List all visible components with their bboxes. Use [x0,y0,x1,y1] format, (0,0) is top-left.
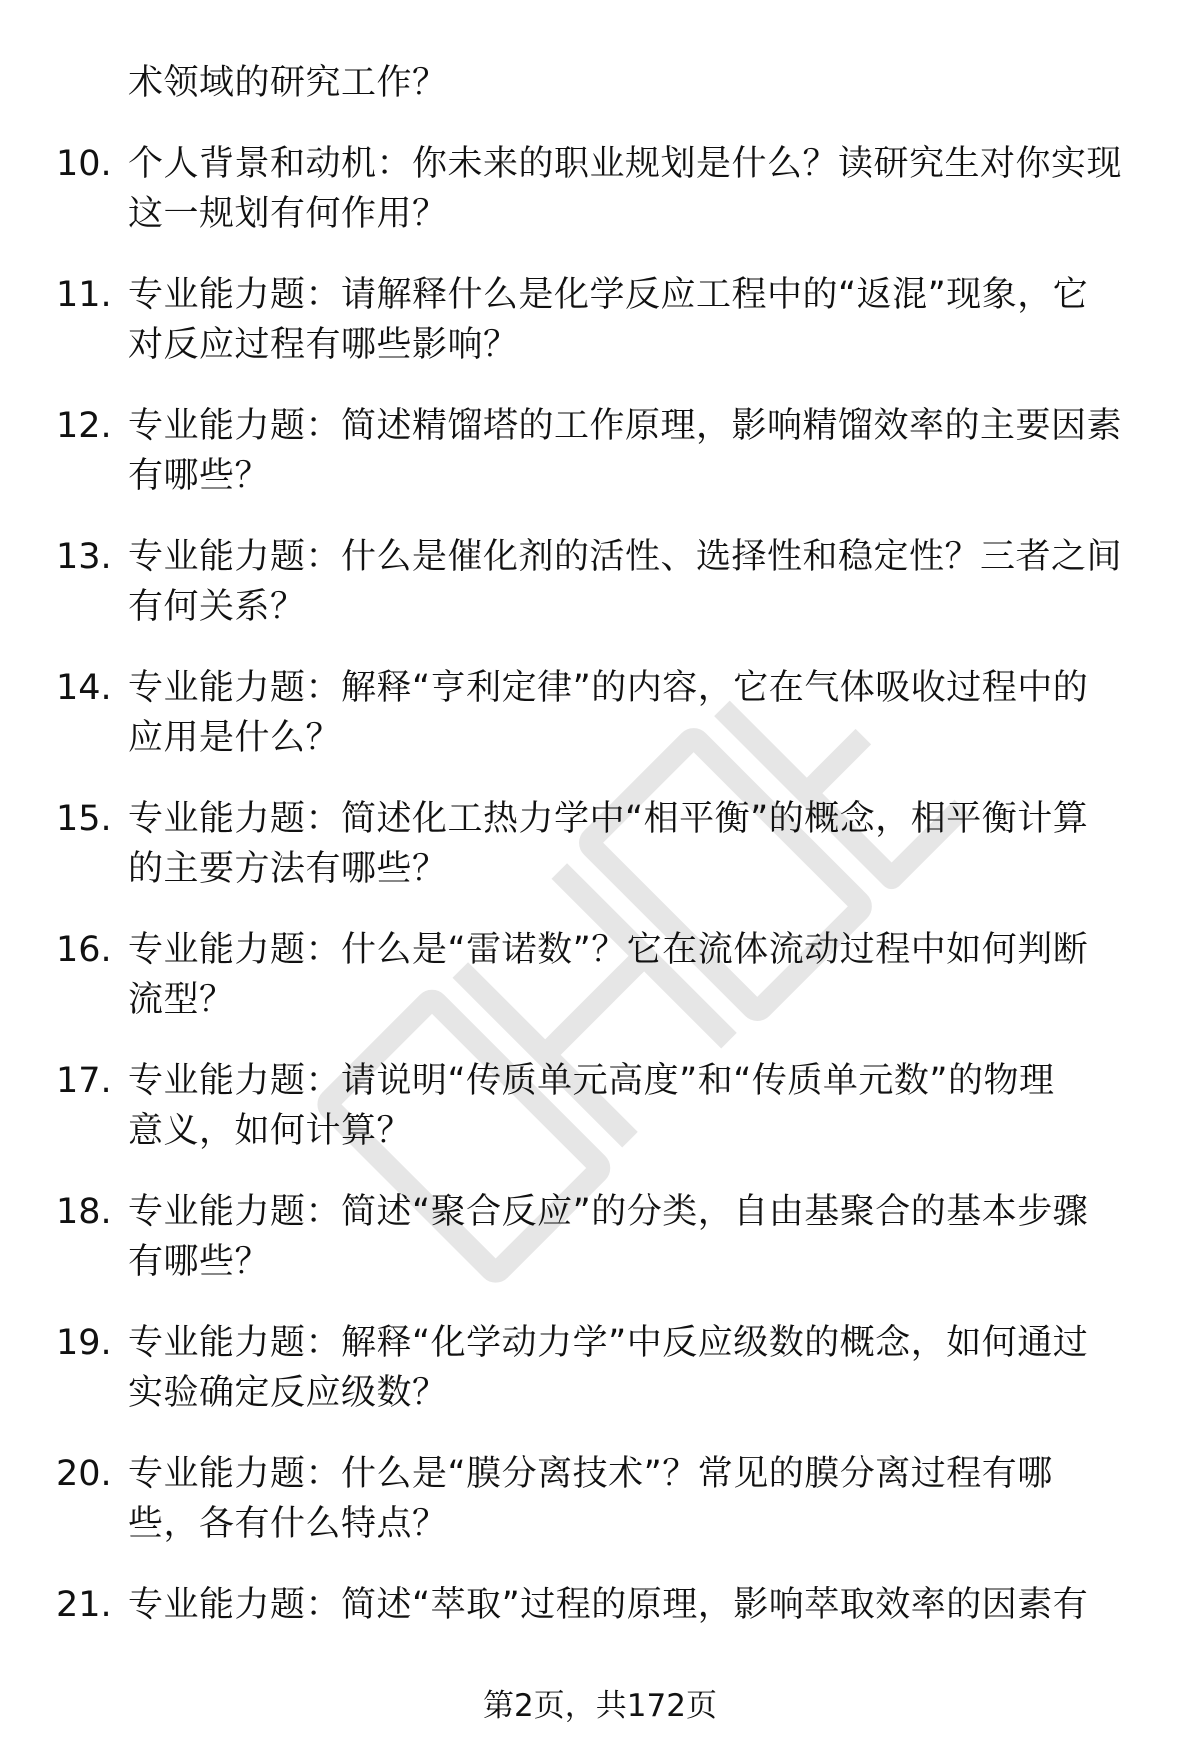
item-text [128,1449,1136,1549]
list-item [56,663,1136,763]
item-text-line: 些，各有什么特点？ [128,1504,448,1544]
item-text [128,1187,1136,1287]
item-text [128,794,1136,894]
item-text-line: 专业能力题：什么是“雷诺数”？它在流体流动过程中如何判断 [128,930,1089,970]
item-number: 11. [56,275,112,315]
list-item [56,1449,1136,1549]
item-text-line: 专业能力题：请解释什么是化学反应工程中的“返混”现象，它 [128,275,1089,315]
item-number: 13. [56,537,112,577]
item-number: 20. [56,1454,112,1494]
list-item [56,925,1136,1025]
item-text-line: 有哪些？ [128,456,271,496]
item-text [128,663,1136,763]
item-number: 18. [56,1192,112,1232]
item-text-line: 实验确定反应级数？ [128,1373,448,1413]
item-text-line: 专业能力题：简述精馏塔的工作原理，影响精馏效率的主要因素 [128,406,1123,446]
item-text [128,1580,1136,1630]
question-list [56,58,1136,1630]
item-text-line: 意义，如何计算？ [128,1111,413,1151]
item-text [128,532,1136,632]
list-item [56,1580,1136,1630]
item-text-line: 这一规划有何作用？ [128,194,448,234]
list-item [56,270,1136,370]
item-text-line: 对反应过程有哪些影响？ [128,325,519,365]
list-item [56,139,1136,239]
item-text-line: 专业能力题：简述“聚合反应”的分类，自由基聚合的基本步骤 [128,1192,1089,1232]
item-text-line: 流型？ [128,980,235,1020]
item-text-line: 专业能力题：什么是“膜分离技术”？常见的膜分离过程有哪 [128,1454,1053,1494]
list-item [56,1056,1136,1156]
item-text-line: 专业能力题：什么是催化剂的活性、选择性和稳定性？三者之间 [128,537,1123,577]
item-number: 14. [56,668,112,708]
item-text [128,1056,1136,1156]
item-text-line: 应用是什么？ [128,718,342,758]
item-text [128,925,1136,1025]
item-text [128,401,1136,501]
item-number: 19. [56,1323,112,1363]
item-number: 12. [56,406,112,446]
item-text [128,270,1136,370]
item-text [128,1318,1136,1418]
list-item [56,1187,1136,1287]
item-text [128,139,1136,239]
item-text-line: 专业能力题：解释“亨利定律”的内容，它在气体吸收过程中的 [128,668,1089,708]
item-text-line: 有何关系？ [128,587,306,627]
list-item [56,401,1136,501]
page-footer: 第2页，共172页 [483,1688,717,1724]
item-text-line: 专业能力题：简述“萃取”过程的原理，影响萃取效率的因素有 [128,1585,1089,1625]
item-text-line: 专业能力题：请说明“传质单元高度”和“传质单元数”的物理 [128,1061,1055,1101]
continuation-line: 术领域的研究工作？ [128,63,448,103]
list-item [56,532,1136,632]
item-text-line: 专业能力题：简述化工热力学中“相平衡”的概念，相平衡计算 [128,799,1089,839]
item-number: 16. [56,930,112,970]
item-number: 21. [56,1585,112,1625]
item-number: 10. [56,144,112,184]
item-text-line: 专业能力题：解释“化学动力学”中反应级数的概念，如何通过 [128,1323,1089,1363]
item-text-line: 有哪些？ [128,1242,271,1282]
item-number: 15. [56,799,112,839]
item-text-line: 个人背景和动机：你未来的职业规划是什么？读研究生对你实现 [128,144,1123,184]
list-item [56,1318,1136,1418]
item-text-line: 的主要方法有哪些？ [128,849,448,889]
item-number: 17. [56,1061,112,1101]
list-item [56,794,1136,894]
